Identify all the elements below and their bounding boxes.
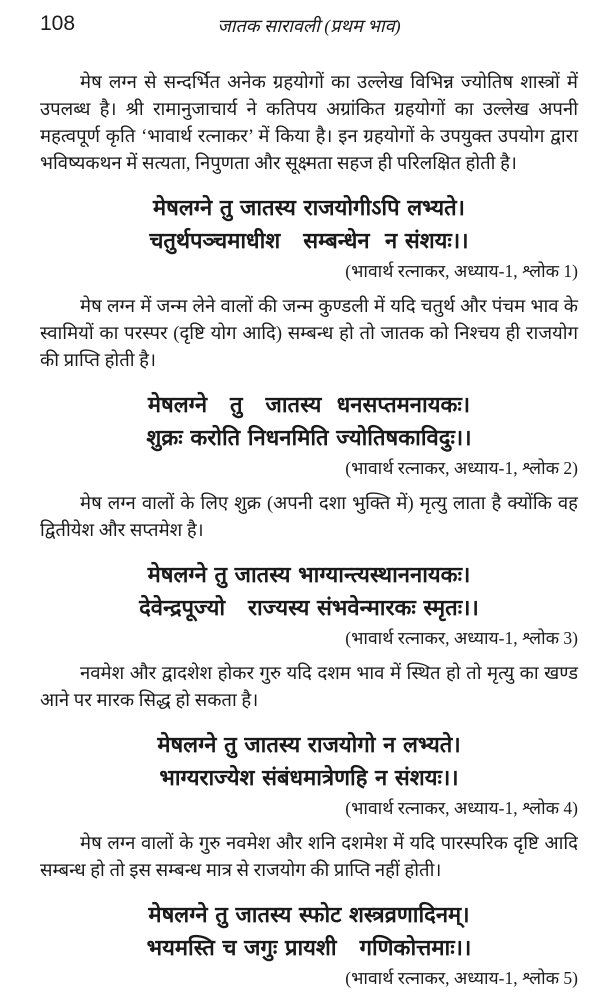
citation: (भावार्थ रत्नाकर, अध्याय-1, श्लोक 2) [345,458,578,478]
page-number: 108 [40,12,76,35]
citation: (भावार्थ रत्नाकर, अध्याय-1, श्लोक 5) [345,968,578,988]
shloka-line: मेषलग्ने तु जातस्य धनसप्तमनायकः। [147,393,471,418]
paragraph-explanation: मेष लग्न में जन्म लेने वालों की जन्म कुण्डली में यदि चतुर्थ और पंचम भाव के स्वामियों का परस्पर (दृष्टि योग आदि) सम्बन्ध हो तो जातक को निश्चय ही राजयोग की प्राप्ति होती है। [40,297,578,371]
shloka-line: भाग्यराज्येश संबंधमात्रेणहि न संशयः।। [159,766,459,791]
shloka-line: मेषलग्ने तु जातस्य राजयोगीऽपि लभ्यते। [153,196,465,221]
paragraph-explanation: नवमेश और द्वादशेश होकर गुरु यदि दशम भाव में स्थित हो तो मृत्यु का खण्ड आने पर मारक सिद्ध हो सकता है। [40,664,578,711]
shloka-2 [40,389,578,455]
paragraph-intro: मेष लग्न से सन्दर्भित अनेक ग्रहयोगों का उल्लेख विभिन्न ज्योतिष शास्त्रों में उपलब्ध है। श्री रामानुजाचार्य ने कतिपय अग्रांकित ग्रहयोगों का उल्लेख अपनी महत्वपूर्ण कृति ‘भावार्थ रत्नाकर’ में किया है। इन ग्रहयोगों के उपयुक्त उपयोग द्वारा भविष्यकथन में सत्यता, निपुणता और सूक्ष्मता सहज ही परिलक्षित होती है। [40,73,578,174]
citation: (भावार्थ रत्नाकर, अध्याय-1, श्लोक 1) [345,261,578,281]
paragraph-explanation: मेष लग्न वालों के गुरु नवमेश और शनि दशमेश में यदि पारस्परिक दृष्टि आदि सम्बन्ध हो तो इस सम्बन्ध मात्र से राजयोग की प्राप्ति नहीं होती। [40,834,578,881]
shloka-line: शुक्रः करोति निधनमिति ज्योतिषकाविदुः।। [146,426,472,451]
shloka-line: मेषलग्ने तु जातस्य राजयोगो न लभ्यते। [157,733,461,758]
shloka-line: चतुर्थपञ्चमाधीश सम्बन्धेन न संशयः।। [149,229,469,254]
shloka-line: भयमस्ति च जगुः प्रायशी गणिकोत्तमाः।। [146,936,472,961]
running-title: जातक सारावली (प्रथम भाव) [217,16,401,36]
shloka-5 [40,899,578,965]
shloka-3 [40,559,578,625]
page-header [40,12,578,40]
citation: (भावार्थ रत्नाकर, अध्याय-1, श्लोक 3) [345,628,578,648]
shloka-line: देवेन्द्रपूज्यो राज्यस्य संभवेन्मारकः स्मृतः।। [139,596,479,621]
page-body [40,70,578,991]
citation: (भावार्थ रत्नाकर, अध्याय-1, श्लोक 4) [345,798,578,818]
shloka-4 [40,729,578,795]
shloka-1 [40,192,578,258]
shloka-line: मेषलग्ने तु जातस्य भाग्यान्त्यस्थाननायकः। [147,563,471,588]
paragraph-explanation: मेष लग्न वालों के लिए शुक्र (अपनी दशा भुक्ति में) मृत्यु लाता है क्योंकि वह द्वितीयेश और सप्तमेश है। [40,494,578,541]
shloka-line: मेषलग्ने तु जातस्य स्फोट शस्त्रव्रणादिनम्। [148,903,470,928]
